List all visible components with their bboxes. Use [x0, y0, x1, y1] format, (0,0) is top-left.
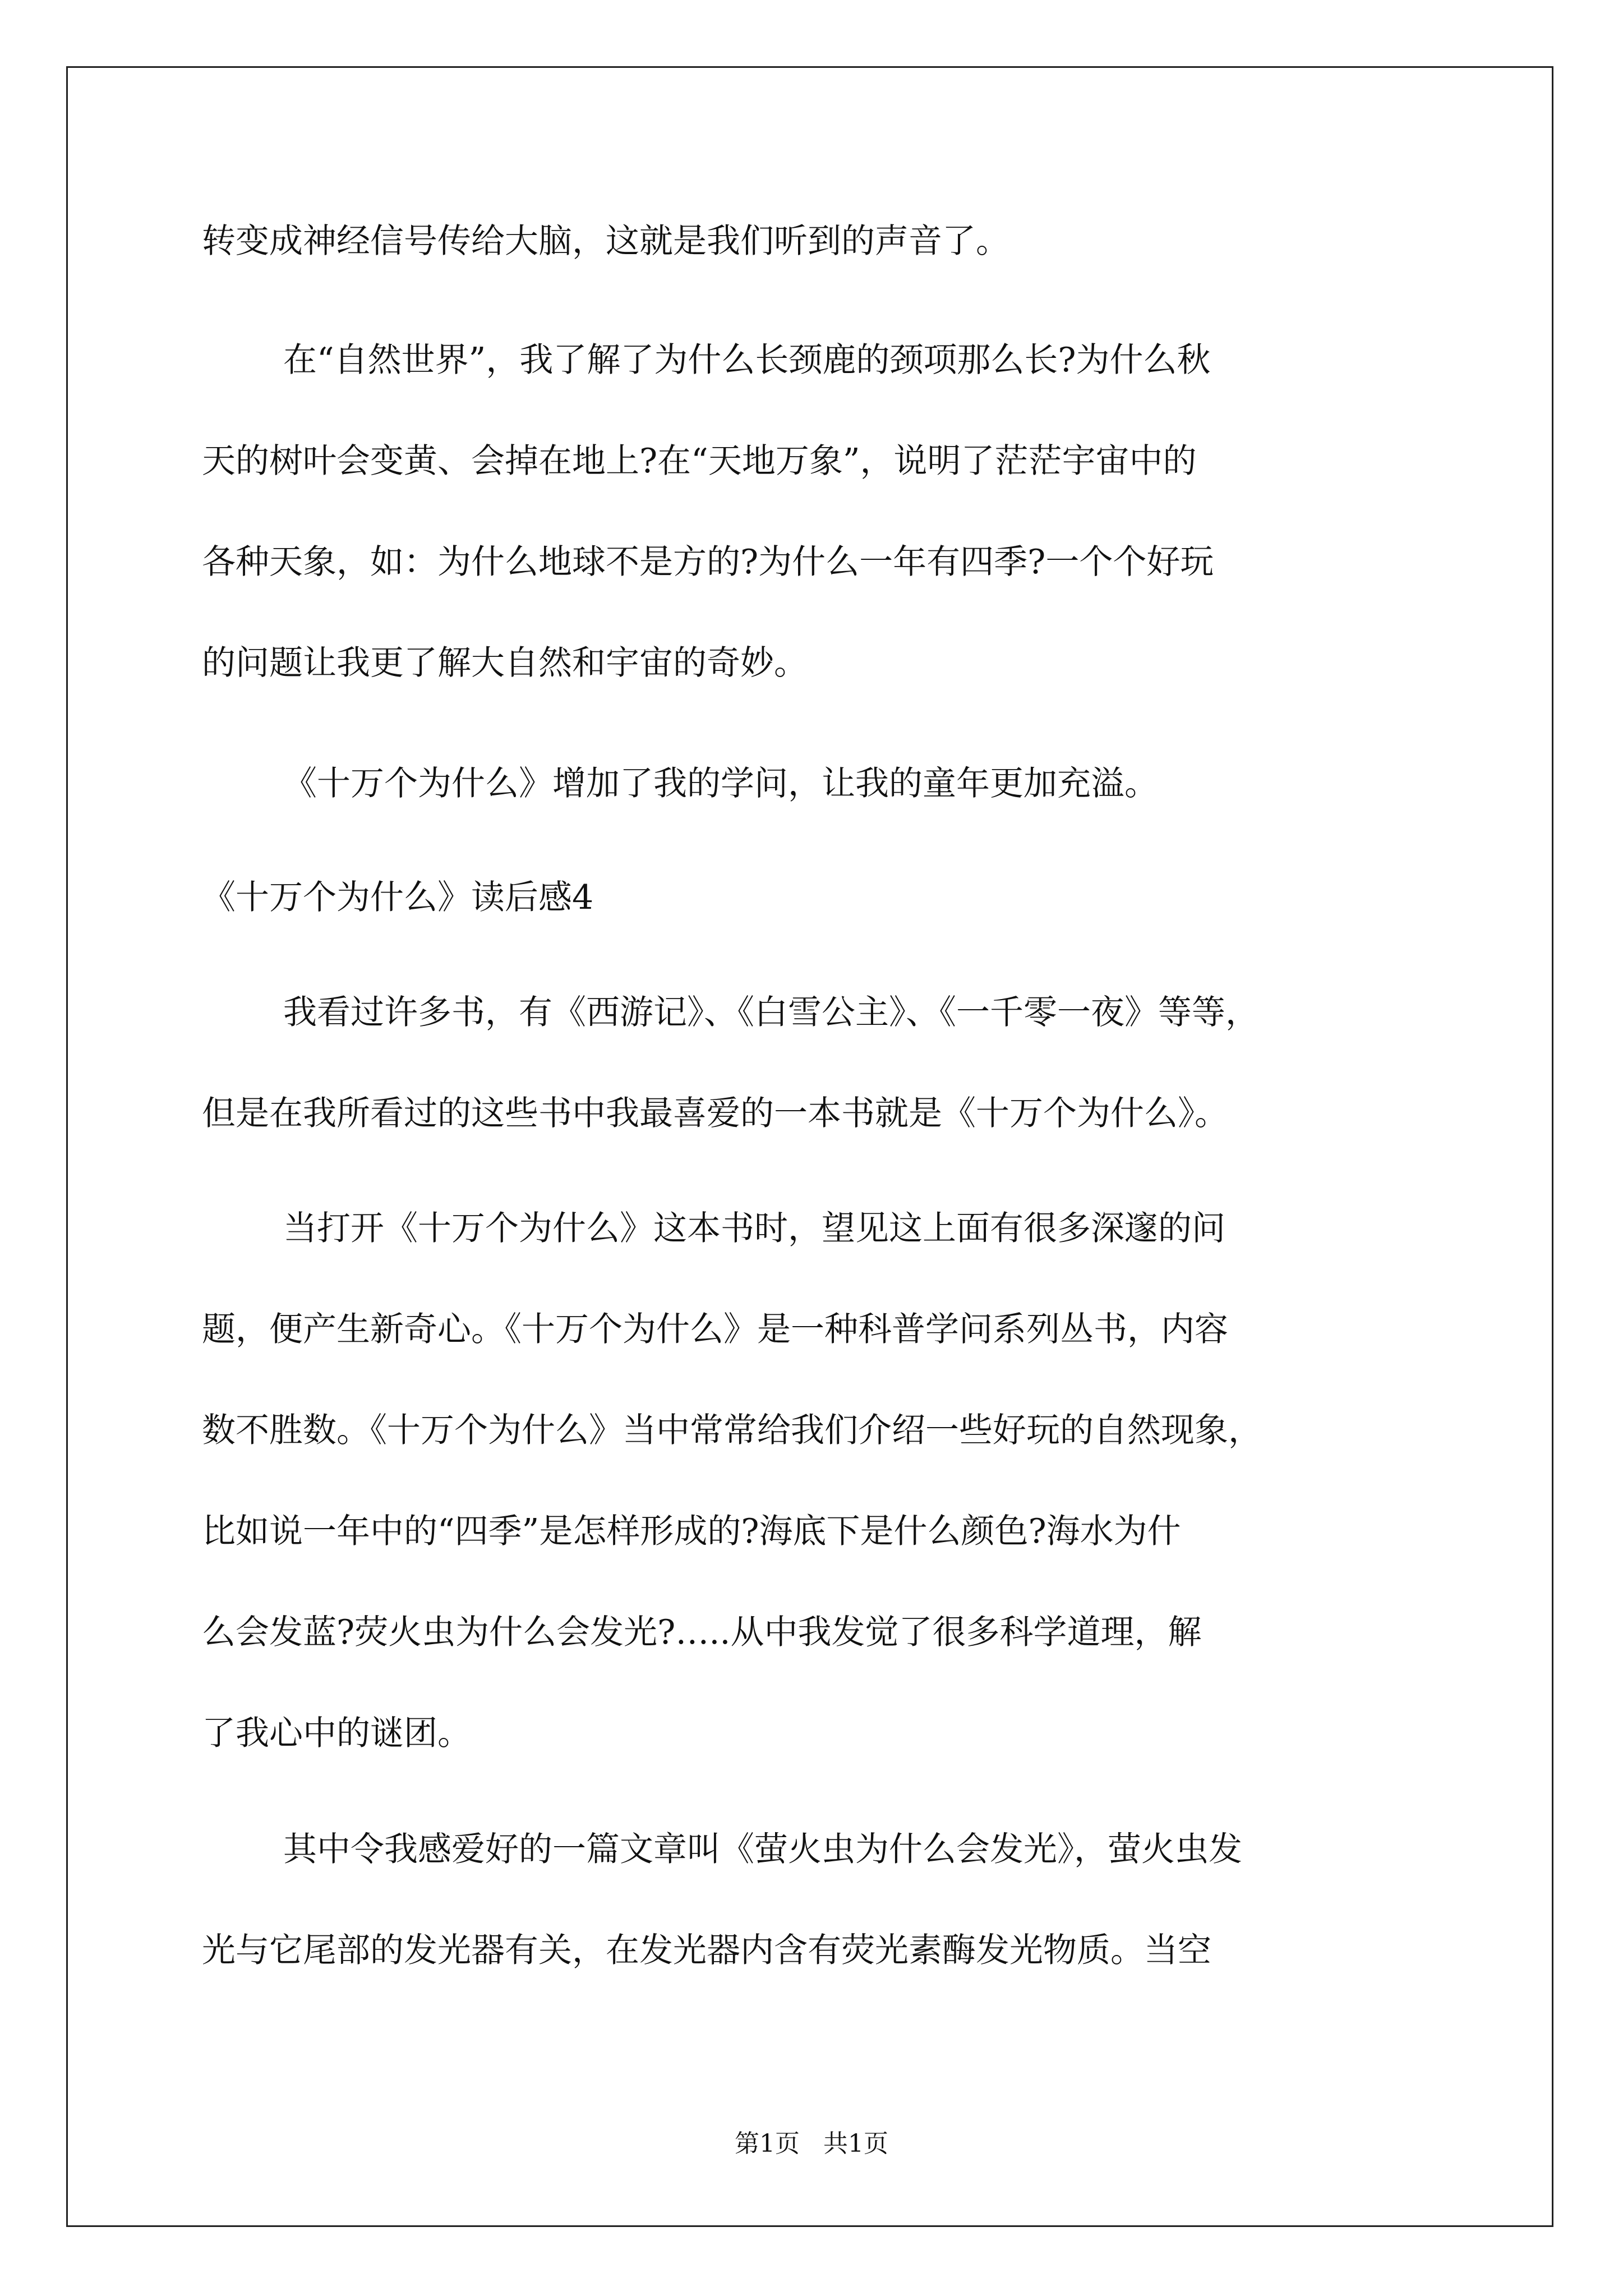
paragraph-line: 转变成神经信号传给大脑，这就是我们听到的声音了。 — [202, 222, 1009, 261]
section-heading: 《十万个为什么》读后感4 — [202, 878, 594, 917]
page-border — [66, 66, 1553, 2227]
page-footer: 第1页 共1页 — [735, 2129, 888, 2158]
paragraph-line: 在“自然世界”，我了解了为什么长颈鹿的颈项那么长?为什么秋 — [283, 341, 1211, 380]
paragraph-line: 其中令我感爱好的一篇文章叫《萤火虫为什么会发光》，萤火虫发 — [283, 1830, 1242, 1869]
paragraph-line: 题，便产生新奇心。《十万个为什么》是一种科普学问系列丛书，内容 — [202, 1310, 1228, 1349]
paragraph-line: 我看过许多书，有《西游记》、《白雪公主》、《一千零一夜》等等， — [283, 993, 1259, 1032]
paragraph-line: 了我心中的谜团。 — [202, 1714, 471, 1753]
paragraph-line: 比如说一年中的“四季”是怎样形成的?海底下是什么颜色?海水为什 — [202, 1512, 1181, 1551]
paragraph-line: 但是在我所看过的这些书中我最喜爱的一本书就是《十万个为什么》。 — [202, 1094, 1228, 1133]
paragraph-line: 么会发蓝?荧火虫为什么会发光?…..从中我发觉了很多科学道理，解 — [202, 1613, 1202, 1652]
paragraph-line: 《十万个为什么》增加了我的学问，让我的童年更加充溢。 — [283, 764, 1158, 803]
paragraph-line: 当打开《十万个为什么》这本书时，望见这上面有很多深邃的问 — [283, 1209, 1225, 1248]
paragraph-line: 数不胜数。《十万个为什么》当中常常给我们介绍一些好玩的自然现象， — [202, 1411, 1262, 1450]
paragraph-line: 光与它尾部的发光器有关，在发光器内含有荧光素酶发光物质。当空 — [202, 1931, 1211, 1970]
paragraph-line: 的问题让我更了解大自然和宇宙的奇妙。 — [202, 643, 808, 683]
paragraph-line: 天的树叶会变黄、会掉在地上?在“天地万象”，说明了茫茫宇宙中的 — [202, 441, 1197, 481]
paragraph-line: 各种天象，如：为什么地球不是方的?为什么一年有四季?一个个好玩 — [202, 542, 1214, 582]
